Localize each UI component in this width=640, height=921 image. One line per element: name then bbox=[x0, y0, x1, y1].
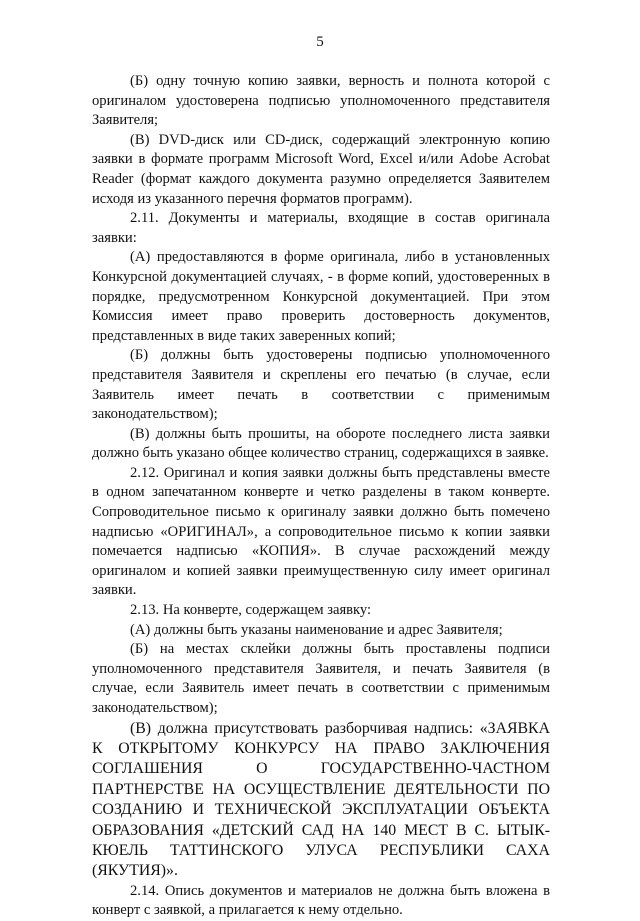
paragraph-2-13-b: (Б) на местах склейки должны быть проставлены подписи уполномоченного представителя Заявителя, и печать Заявителя (в случае, если Заявитель имеет печать в соответствии с применимым законодательством); bbox=[92, 641, 550, 716]
paragraph-2-10-b: (Б) одну точную копию заявки, верность и полнота которой с оригиналом удостоверена подписью уполномоченного представителя Заявителя; bbox=[92, 73, 550, 129]
paragraph-2-12: 2.12. Оригинал и копия заявки должны быть представлены вместе в одном запечатанном конверте и четко разделены в таком конверте. Сопроводительное письмо к оригиналу заявки должно быть помечено надписью «ОРИГИНАЛ», а сопроводительное письмо к копии заявки помечается надписью «КОПИЯ». В случае расхождений между оригиналом и копией заявки преимущественную силу имеет оригинал заявки. bbox=[92, 464, 550, 599]
paragraph-2-10-c: (В) DVD-диск или CD-диск, содержащий электронную копию заявки в формате программ Microsoft Word, Excel и/или Adobe Acrobat Reader (формат каждого документа разумно определяется Заявителем исходя из указанного перечня форматов программ). bbox=[92, 131, 550, 207]
document-body bbox=[92, 72, 550, 921]
page-number: 5 bbox=[316, 34, 324, 50]
paragraph-2-11-b: (Б) должны быть удостоверены подписью уполномоченного представителя Заявителя и скреплены его печатью (в случае, если Заявитель имеет печать в соответствии с применимым законодательством); bbox=[92, 347, 550, 423]
paragraph-2-13-c: (В) должна присутствовать разборчивая надпись: «ЗАЯВКА К ОТКРЫТОМУ КОНКУРСУ НА ПРАВО ЗАКЛЮЧЕНИЯ СОГЛАШЕНИЯ О ГОСУДАРСТВЕННО-ЧАСТНОМ ПАРТНЕРСТВЕ НА ОСУЩЕСТВЛЕНИЕ ДЕЯТЕЛЬНОСТИ ПО СОЗДАНИЮ И ТЕХНИЧЕСКОЙ ЭКСПЛУАТАЦИИ ОБЪЕКТА ОБРАЗОВАНИЯ «ДЕТСКИЙ САД НА 140 МЕСТ В С. ЫТЫК-КЮЕЛЬ ТАТТИНСКОГО УЛУСА РЕСПУБЛИКИ САХА (ЯКУТИЯ)». bbox=[92, 719, 550, 880]
paragraph-2-11: 2.11. Документы и материалы, входящие в состав оригинала заявки: bbox=[92, 210, 550, 246]
paragraph-2-11-a: (А) предоставляются в форме оригинала, либо в установленных Конкурсной документацией случаях, - в форме копий, удостоверенных в порядке, предусмотренном Конкурсной документацией. При этом Комиссия имеет право проверить достоверность документов, представленных в виде таких заверенных копий; bbox=[92, 249, 550, 344]
paragraph-2-14: 2.14. Опись документов и материалов не должна быть вложена в конверт с заявкой, а прилагается к нему отдельно. bbox=[92, 882, 550, 919]
paragraph-2-11-c: (В) должны быть прошиты, на обороте последнего листа заявки должно быть указано общее количество страниц, содержащихся в заявке. bbox=[92, 425, 550, 462]
paragraph-2-13: 2.13. На конверте, содержащем заявку: bbox=[130, 602, 372, 619]
paragraph-2-13-a: (А) должны быть указаны наименование и адрес Заявителя; bbox=[130, 621, 503, 638]
